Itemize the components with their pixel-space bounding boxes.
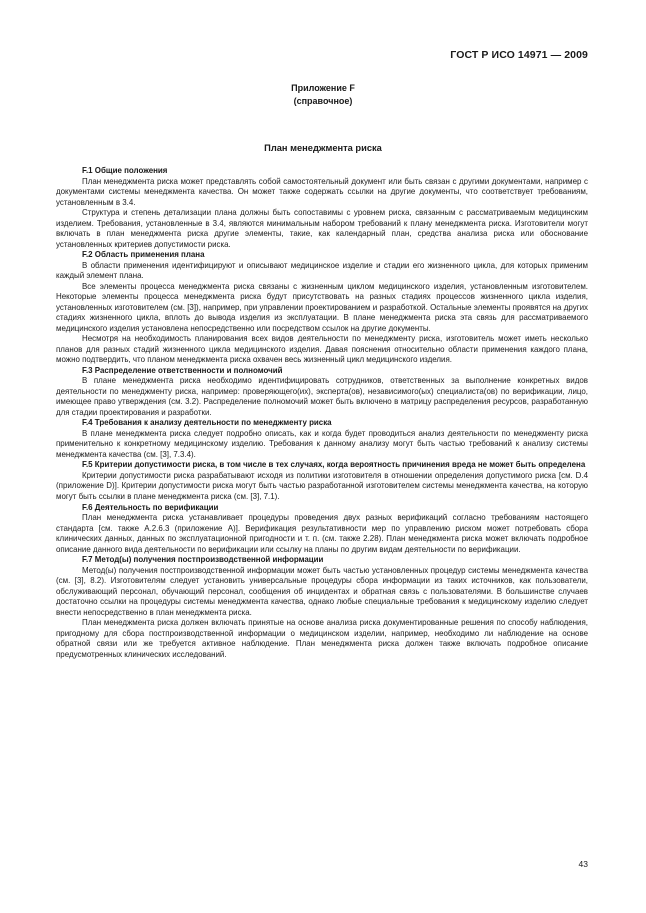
- paragraph: План менеджмента риска должен включать принятые на основе анализа риска документированные решения по способу наблюдения, пригодному для сбора постпроизводственной информации о медицинском изделии, например, необходимо ли наблюдение на основе обратной связи или же требуется активное наблюдение. План менеджмента риска должен также включать подробное описание предусмотренных клинических исследований.: [56, 618, 588, 659]
- section-heading-f6: F.6 Деятельность по верификации: [82, 502, 219, 512]
- section-heading-f4: F.4 Требования к анализу деятельности по менеджменту риска: [82, 418, 332, 428]
- paragraph: Метод(ы) получения постпроизводственной информации может быть частью установленных процедур системы менеджмента качества (см. [3], 8.2). Изготовителям следует установить универсальные процедуры сбора информации из таких источников, как пользователи, обслуживающий персонал, обучающий персонал, сообщения об инцидентах и обратная связь с пользователями. В большинстве случаев достаточно ссылки на процедуры системы менеджмента качества, однако любые специальные требования к медицинскому изделию следует внести непосредственно в план менеджмента риска.: [56, 565, 588, 617]
- annex-title: Приложение F: [291, 83, 355, 93]
- paragraph: В области применения идентифицируют и описывают медицинское изделие и стадии его жизненного цикла, для которых применим каждый элемент плана.: [56, 260, 588, 281]
- standard-header: ГОСТ Р ИСО 14971 — 2009: [450, 49, 588, 61]
- paragraph: В плане менеджмента риска следует подробно описать, как и когда будет проводиться анализ деятельности по менеджменту риска применительно к конкретному медицинскому изделию. Требования к данному анализу могут быть частью требований к анализу системы менеджмента качества (см. [3], 7.3.4).: [56, 428, 588, 459]
- section-heading-f2: F.2 Область применения плана: [82, 250, 205, 260]
- document-body: [56, 166, 588, 660]
- annex-subtitle: (справочное): [293, 96, 353, 106]
- paragraph: План менеджмента риска может представлять собой самостоятельный документ или быть связан с другими документами, например с документами системы менеджмента качества. Он может также содержать ссылки на другие документы, что соответствует требованиям, установленным в 3.4.: [56, 176, 588, 207]
- plan-title: План менеджмента риска: [264, 143, 382, 153]
- paragraph: Критерии допустимости риска разрабатывают исходя из политики изготовителя в отношении определения допустимого риска [см. D.4 (приложение D)]. Критерии допустимости риска могут быть частью разработанной изготовителем системы менеджмента качества, на которую могут быть ссылки в плане менеджмента риска (см. [3], 7.1).: [56, 470, 588, 501]
- section-heading-f7: F.7 Метод(ы) получения постпроизводственной информации: [82, 555, 324, 565]
- section-heading-f1: F.1 Общие положения: [82, 166, 168, 175]
- paragraph: Структура и степень детализации плана должны быть сопоставимы с уровнем риска, связанным с рассматриваемым медицинским изделием. Требования, установленные в 3.4, являются минимальным набором требований к плану менеджмента риска. Изготовители могут включать в план менеджмента риска другие элементы, такие, как календарный план, средства анализа риска или обоснование установленных критериев допустимости риска.: [56, 208, 588, 249]
- section-heading-f5: F.5 Критерии допустимости риска, в том числе в тех случаях, когда вероятность причинения вреда не может быть определена: [82, 460, 586, 470]
- paragraph: Несмотря на необходимость планирования всех видов деятельности по менеджменту риска, изготовитель может иметь несколько планов для разных стадий жизненного цикла медицинского изделия. Давая пояснения относительно области применения каждого плана, можно подтвердить, что планом менеджмента риска охвачен весь жизненный цикл медицинского изделия.: [56, 334, 588, 365]
- section-heading-f3: F.3 Распределение ответственности и полномочий: [82, 365, 283, 375]
- paragraph: В плане менеджмента риска необходимо идентифицировать сотрудников, ответственных за выполнение конкретных видов деятельности по менеджменту риска, например: проверяющего(их), эксперта(ов), независимого(ых) специалиста(ов) по верификации, лицо, имеющее право утверждения (см. 3.2). Распределение полномочий может быть включено в матрицу распределения ресурсов, разработанную для стадии проектирования и разработки.: [56, 376, 588, 417]
- page-number: 43: [578, 859, 588, 869]
- annex-heading: [0, 82, 646, 108]
- paragraph: План менеджмента риска устанавливает процедуры проведения двух разных верификаций согласно требованиям настоящего стандарта [см. также A.2.6.3 (приложение A)]. Верификация результативности мер по управлению риском может потребовать сбора клинических данных, данных по эксплуатационной пригодности и т. п. (см. также 2.28). План менеджмента риска может включать подробное описание данного вида деятельности по верификации или ссылку на планы по другим видам деятельности по верификации.: [56, 513, 588, 554]
- paragraph: Все элементы процесса менеджмента риска связаны с жизненным циклом медицинского изделия, установленным изготовителем. Некоторые элементы процесса менеджмента риска будут присутствовать на разных стадиях процессов жизненного цикла изделия, установленных изготовителем (см. [3]), например, при управлении проектированием и разработкой. Остальные элементы проявятся на других стадиях жизненного цикла, вплоть до вывода изделия из эксплуатации. В плане менеджмента риска эта связь для рассматриваемого медицинского изделия установлена непосредственно или посредством ссылок на другие документы.: [56, 281, 588, 333]
